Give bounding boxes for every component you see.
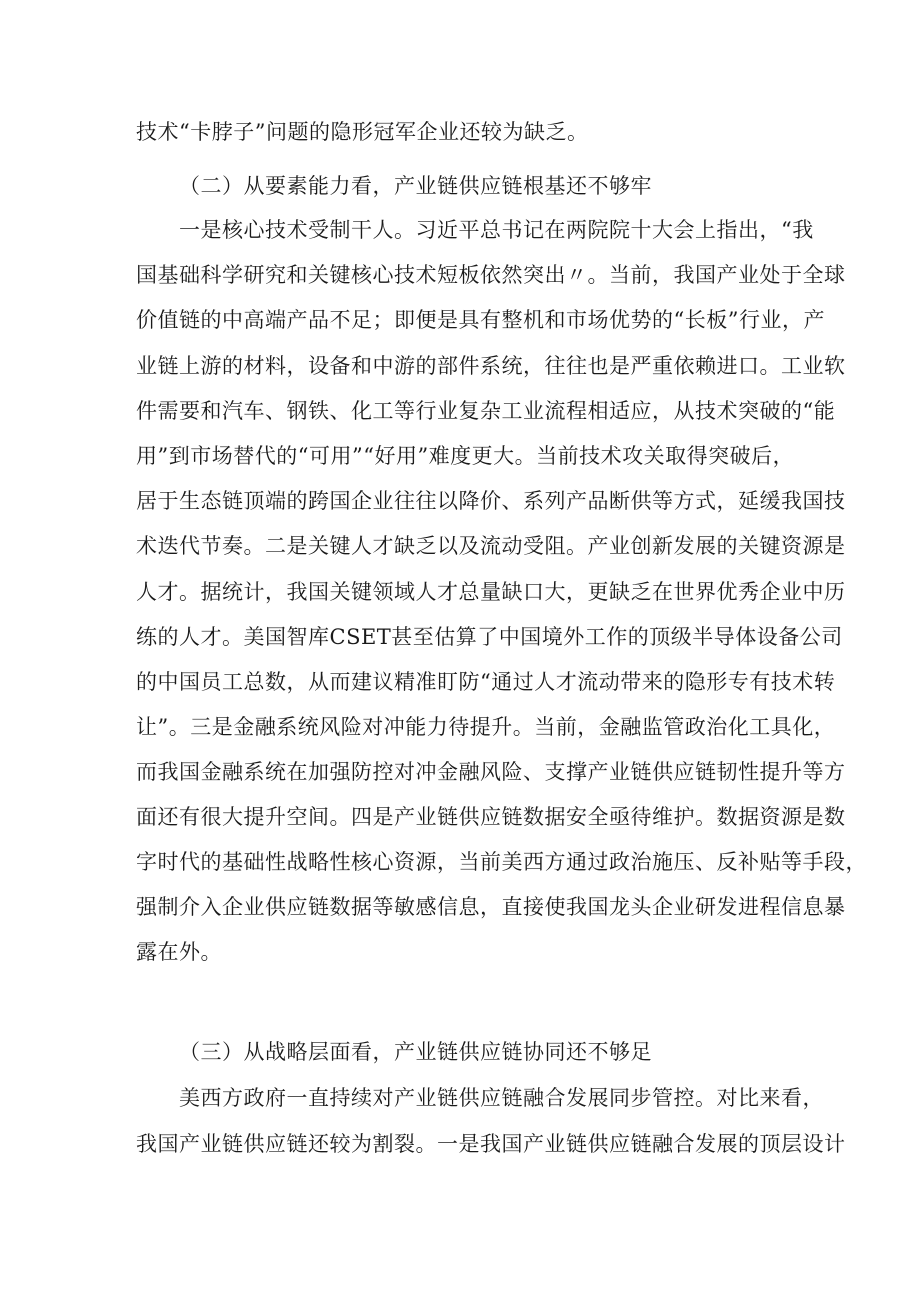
text-line: 的中国员工总数，从而建议精准盯防“通过人才流动带来的隐形专有技术转 [136,670,836,694]
text-line: 国基础科学研究和关键核心技术短板依然突出〃。当前，我国产业处于全球 [136,263,846,287]
text-line: 面还有很大提升空间。四是产业链供应链数据安全亟待维护。数据资源是数 [136,805,846,829]
text-line: 价值链的中高端产品不足；即便是具有整机和市场优势的“长板”行业，产 [136,308,825,332]
section-heading: （二）从要素能力看，产业链供应链根基还不够牢 [179,174,652,198]
text-line: 件需要和汽车、钢铁、化工等行业复杂工业流程相适应，从技术突破的“能 [136,399,836,423]
text-line: 而我国金融系统在加强防控对冲金融风险、支撑产业链供应链韧性提升等方 [136,760,846,784]
text-line: 美西方政府一直持续对产业链供应链融合发展同步管控。对比来看， [179,1086,824,1110]
text-line: 强制介入企业供应链数据等敏感信息，直接使我国龙头企业研发进程信息暴 [136,895,846,919]
text-line: 一是核心技术受制干人。习近平总书记在两院院十大会上指出，“我 [179,218,814,242]
section-heading: （三）从战略层面看，产业链供应链协同还不够足 [179,1040,652,1064]
text-line: 让”。三是金融系统风险对冲能力待提升。当前，金融监管政治化工具化， [136,715,836,739]
text-line: 居于生态链顶端的跨国企业往往以降价、系列产品断供等方式，延缓我国技 [136,489,846,513]
text-line: 露在外。 [136,940,222,964]
text-line: 人才。据统计，我国关键领域人才总量缺口大，更缺乏在世界优秀企业中历 [136,580,846,604]
text-line: 字时代的基础性战略性核心资源，当前美西方通过政治施压、反补贴等手段， [136,850,867,874]
text-line: 技术“卡脖子”问题的隐形冠军企业还较为缺乏。 [136,120,589,144]
text-line: 术迭代节奏。二是关键人才缺乏以及流动受阻。产业创新发展的关键资源是 [136,534,846,558]
text-line: 练的人才。美国智库CSET甚至估算了中国境外工作的顶级半导体设备公司 [136,625,843,649]
text-line: 用”到市场替代的“可用”“好用”难度更大。当前技术攻关取得突破后， [136,444,795,468]
text-line: 业链上游的材料，设备和中游的部件系统，往往也是严重依赖进口。工业软 [136,354,846,378]
text-line: 我国产业链供应链还较为割裂。一是我国产业链供应链融合发展的顶层设计 [136,1132,846,1156]
